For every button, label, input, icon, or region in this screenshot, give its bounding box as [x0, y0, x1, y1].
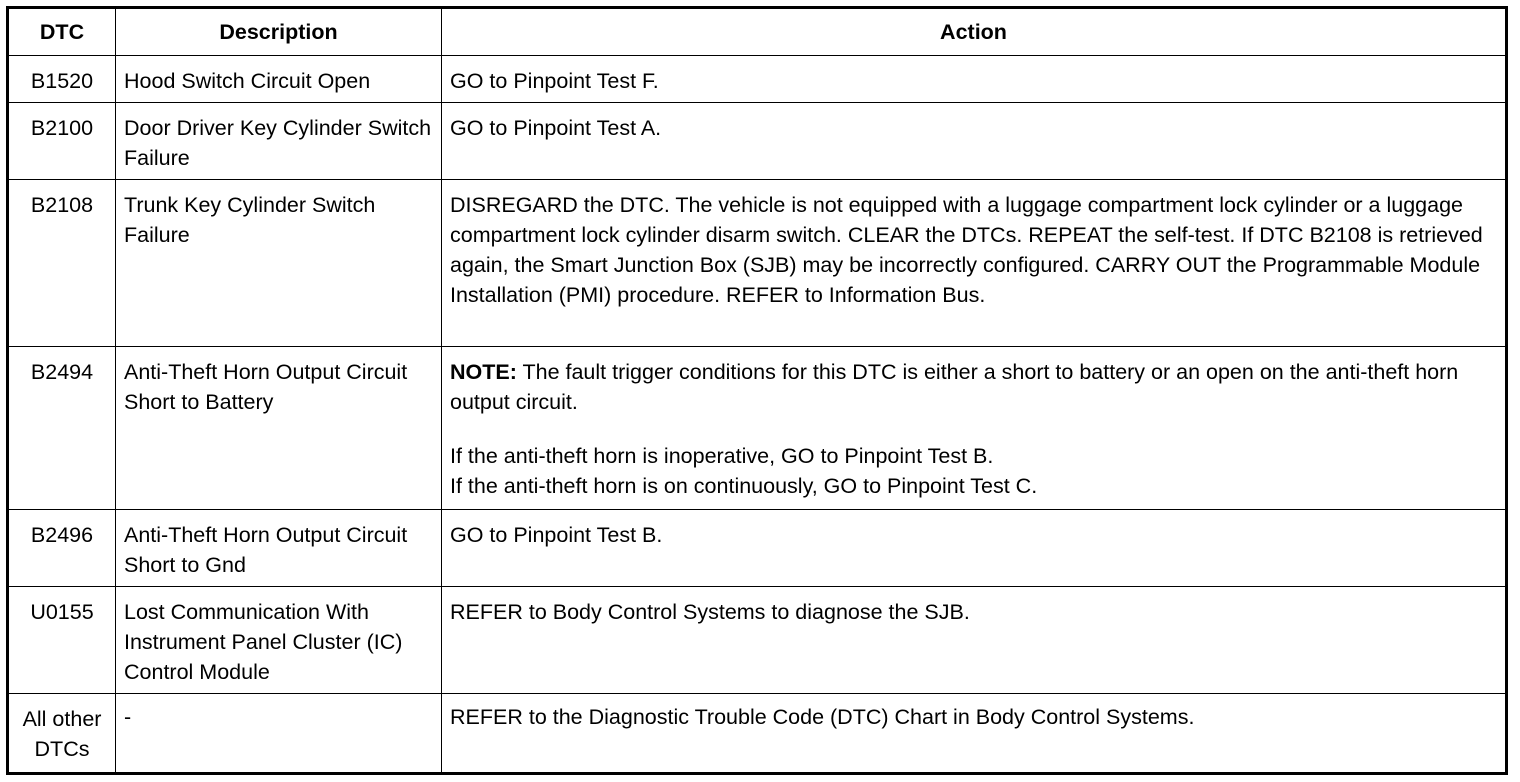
dtc-action: REFER to the Diagnostic Trouble Code (DTC) Chart in Body Control Systems.: [442, 694, 1507, 774]
note-text: The fault trigger conditions for this DTC is either a short to battery or an open on the anti-theft horn output circuit.: [450, 360, 1459, 414]
dtc-description: Lost Communication With Instrument Panel Cluster (IC) Control Module: [116, 587, 442, 694]
dtc-table: [6, 6, 1508, 775]
note-label: NOTE:: [450, 360, 517, 384]
table-header-row: [8, 8, 1507, 56]
dtc-action: GO to Pinpoint Test B.: [442, 510, 1507, 587]
dtc-description: Anti-Theft Horn Output Circuit Short to Battery: [116, 347, 442, 510]
dtc-action: GO to Pinpoint Test A.: [442, 103, 1507, 180]
dtc-action: GO to Pinpoint Test F.: [442, 56, 1507, 103]
table-row: [8, 56, 1507, 103]
table-row: [8, 103, 1507, 180]
dtc-code: B2496: [8, 510, 116, 587]
dtc-code: B1520: [8, 56, 116, 103]
dtc-action: DISREGARD the DTC. The vehicle is not equipped with a luggage compartment lock cylinder or a luggage compartment lock cylinder disarm switch. CLEAR the DTCs. REPEAT the self-test. If DTC B2108 is retrieved again, the Smart Junction Box (SJB) may be incorrectly configured. CARRY OUT the Programmable Module Installation (PMI) procedure. REFER to Information Bus.: [442, 180, 1507, 347]
dtc-description: Door Driver Key Cylinder Switch Failure: [116, 103, 442, 180]
header-action: Action: [442, 8, 1507, 56]
dtc-code: All other DTCs: [8, 694, 116, 774]
action-line-inoperative: If the anti-theft horn is inoperative, GO to Pinpoint Test B.: [450, 444, 994, 468]
table-row: [8, 347, 1507, 510]
dtc-code: U0155: [8, 587, 116, 694]
table-row: [8, 694, 1507, 774]
dtc-code: B2108: [8, 180, 116, 347]
dtc-description: -: [116, 694, 442, 774]
dtc-action: REFER to Body Control Systems to diagnose the SJB.: [442, 587, 1507, 694]
table-row: [8, 180, 1507, 347]
note-paragraph: [450, 357, 1497, 417]
dtc-description: Trunk Key Cylinder Switch Failure: [116, 180, 442, 347]
dtc-code: B2494: [8, 347, 116, 510]
table-row: [8, 587, 1507, 694]
header-dtc: DTC: [8, 8, 116, 56]
dtc-description: Anti-Theft Horn Output Circuit Short to Gnd: [116, 510, 442, 587]
dtc-code: B2100: [8, 103, 116, 180]
table-row: [8, 510, 1507, 587]
action-paragraph: [450, 441, 1497, 501]
dtc-description: Hood Switch Circuit Open: [116, 56, 442, 103]
dtc-action: [442, 347, 1507, 510]
header-description: Description: [116, 8, 442, 56]
action-line-continuous: If the anti-theft horn is on continuously, GO to Pinpoint Test C.: [450, 474, 1038, 498]
